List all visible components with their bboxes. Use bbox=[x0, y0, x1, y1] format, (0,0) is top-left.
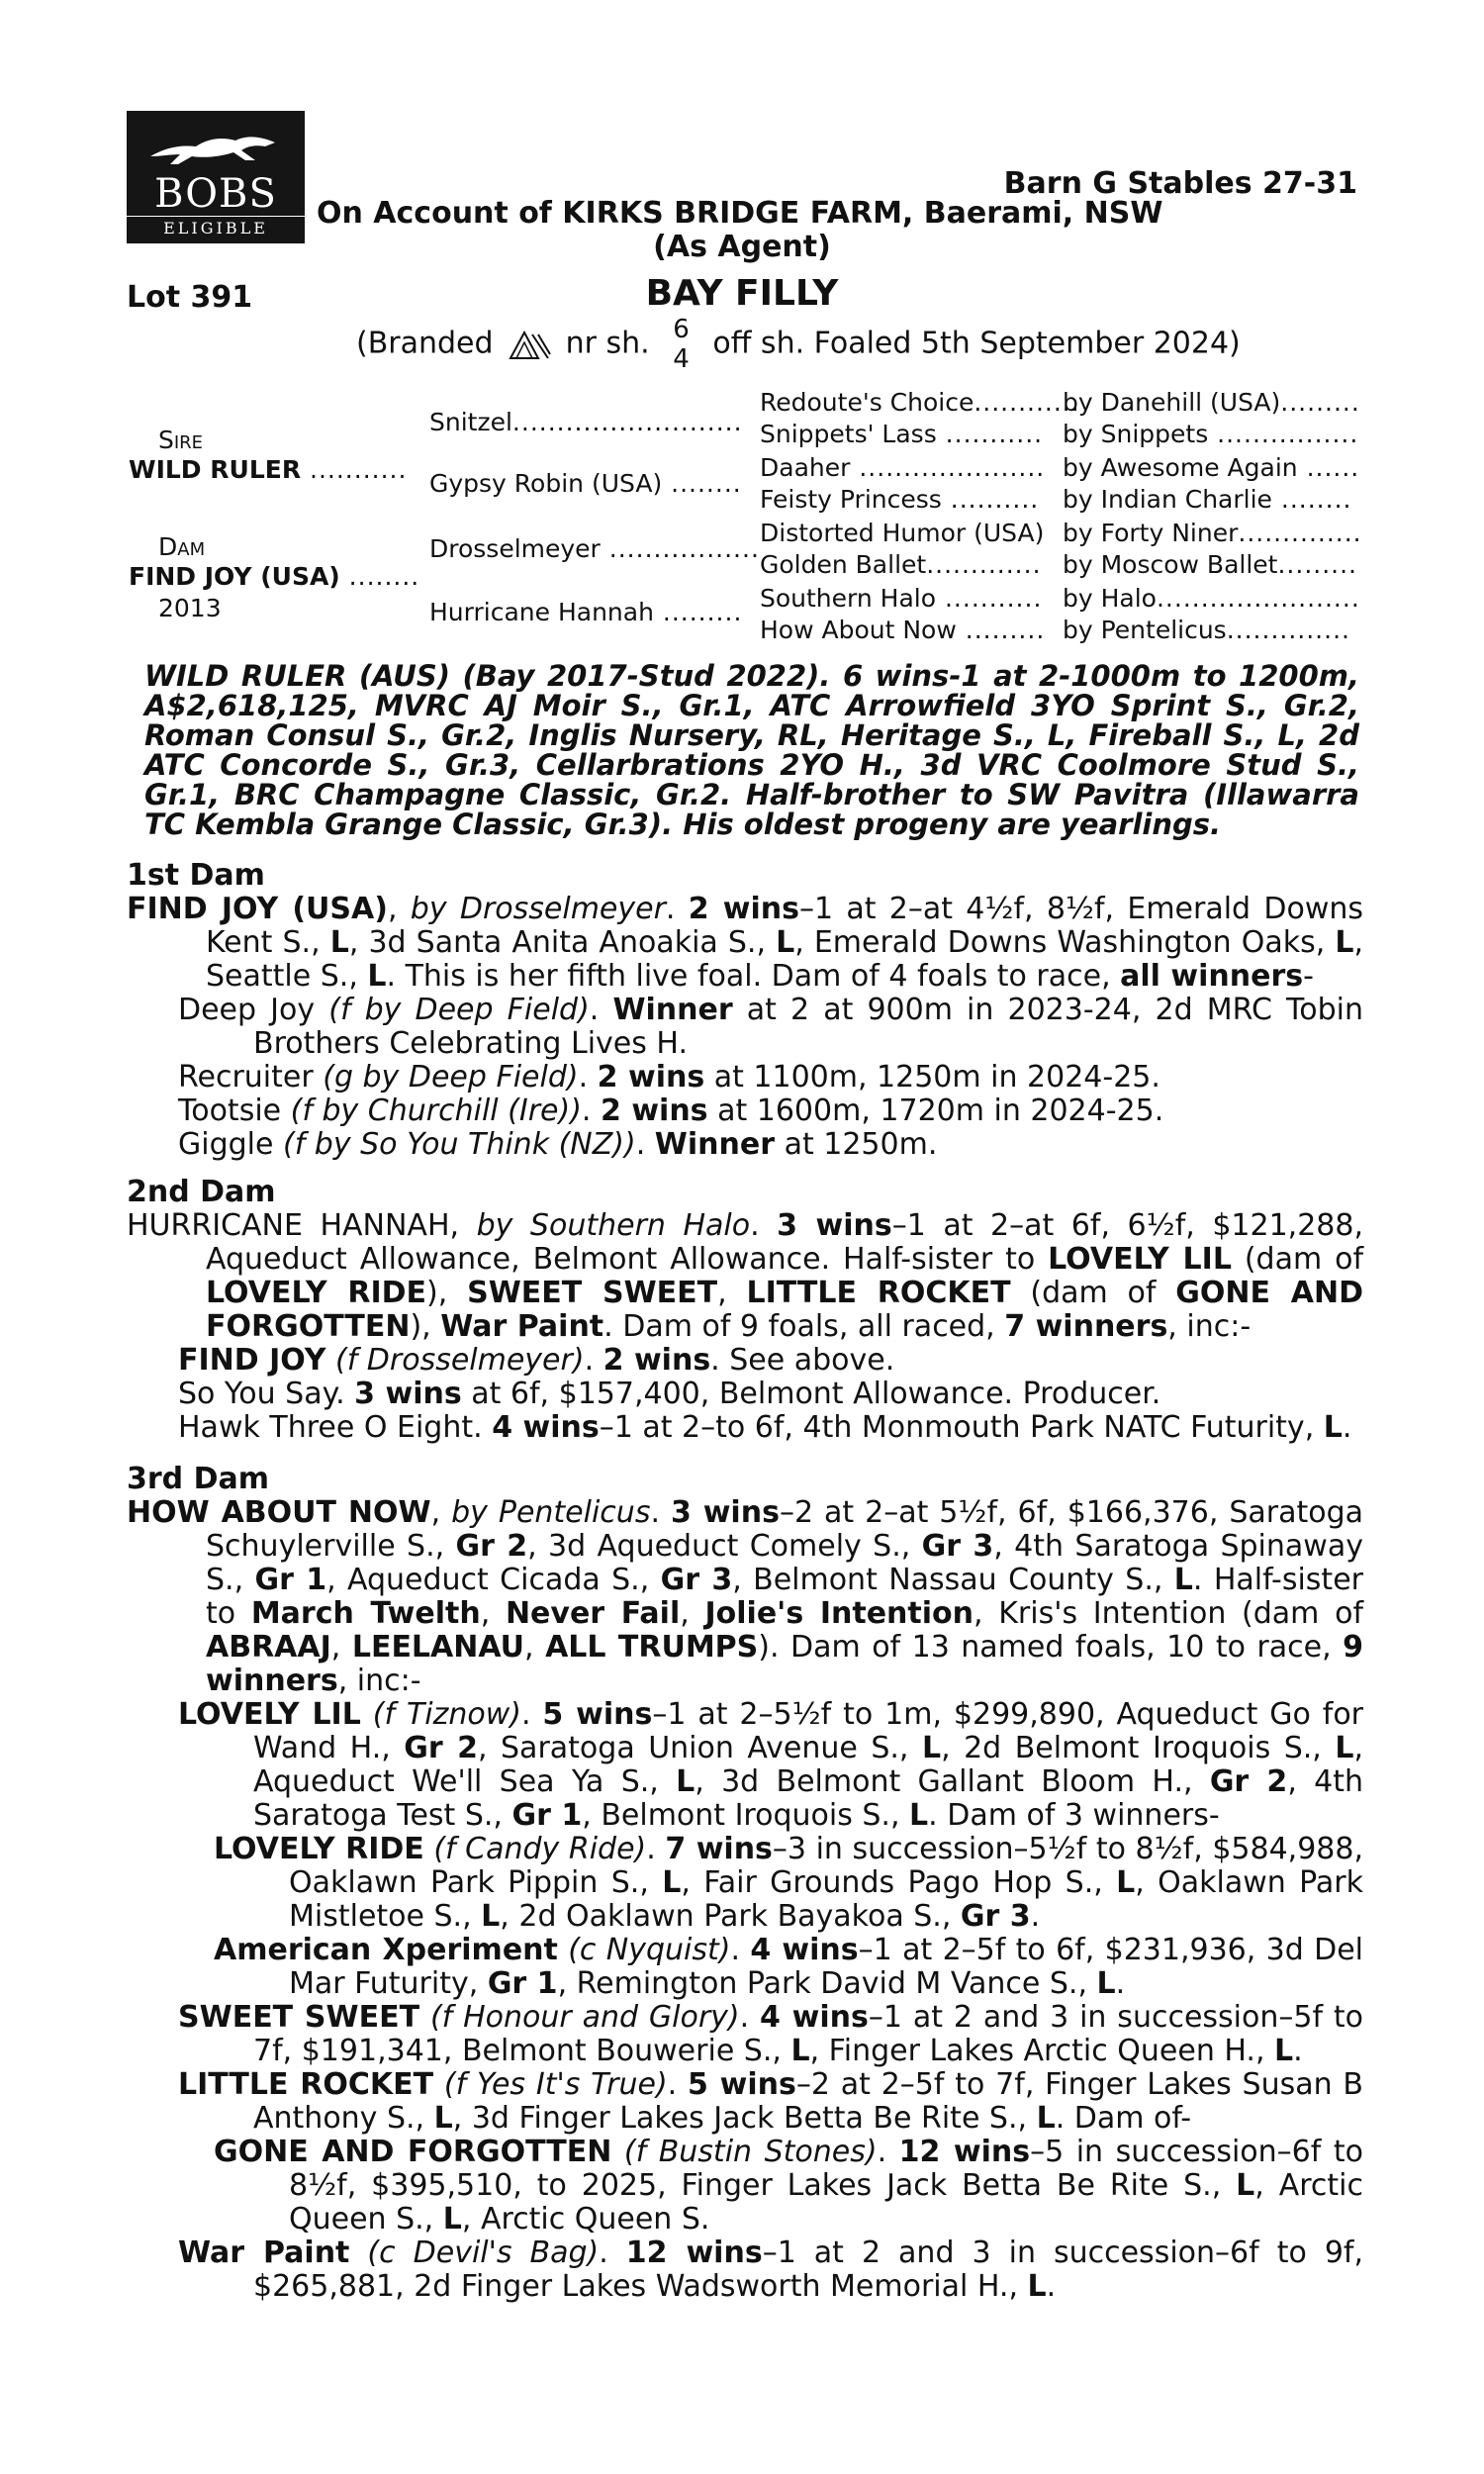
brand-line bbox=[356, 315, 1241, 374]
brand-off-foaled: off sh. Foaled 5th September 2024) bbox=[712, 326, 1241, 361]
pedigree-entry: FIND JOY (f Drosselmeyer). 2 wins. See above. bbox=[178, 1343, 895, 1378]
dam-name: FIND JOY (USA) ........ bbox=[129, 562, 420, 591]
pedigree-entry: Giggle (f by So You Think (NZ)). Winner at 1250m. bbox=[178, 1127, 938, 1162]
pedigree-entry: Deep Joy (f by Deep Field). Winner at 2 at 900m in 2023-24, 2d MRC Tobin Brothers Celebrating Lives H. bbox=[178, 993, 1363, 1061]
g2-2: Snippets' Lass ........... bbox=[760, 420, 1044, 448]
brand-number bbox=[673, 315, 690, 374]
g2-3: Daaher ..................... bbox=[760, 453, 1046, 482]
pedigree-entry: LOVELY LIL (f Tiznow). 5 wins–1 at 2–5½f to 1m, $299,890, Aqueduct Go for Wand H., Gr 2, Saratoga Union Avenue S., L, 2d Belmont Iroquois S., L, Aqueduct We'll Sea Ya S., L, 3d Belmont Gallant Bloom H., Gr 2, 4th Saratoga Test S., Gr 1, Belmont Iroquois S., L. Dam of 3 winners- bbox=[178, 1697, 1364, 1833]
g3-4: by Indian Charlie ........ bbox=[1063, 485, 1352, 514]
logo-brand: BOBS bbox=[154, 171, 277, 217]
g2-5 bbox=[760, 519, 1044, 547]
pedigree-entry: LOVELY RIDE (f Candy Ride). 7 wins–3 in succession–5½f to 8½f, $584,988, Oaklawn Park Pippin S., L, Fair Grounds Pago Hop S., L, Oaklawn Park Mistletoe S., L, 2d Oaklawn Park Bayakoa S., Gr 3. bbox=[214, 1832, 1364, 1934]
brand-open: (Branded bbox=[356, 326, 494, 361]
g3-name: by Snippets bbox=[1063, 420, 1209, 448]
lot-title: BAY FILLY bbox=[645, 273, 839, 314]
g3-6: by Moscow Ballet......... bbox=[1063, 550, 1358, 579]
g3-2: by Snippets ................ bbox=[1063, 420, 1359, 448]
g2-6: Golden Ballet............. bbox=[760, 550, 1042, 579]
g2-name: Daaher bbox=[760, 453, 851, 482]
g3-1: by Danehill (USA)......... bbox=[1063, 388, 1360, 417]
third-dam-body bbox=[127, 1496, 1363, 2304]
bobs-eligible-logo bbox=[127, 111, 305, 243]
g2-4: Feisty Princess .......... bbox=[760, 485, 1040, 514]
g1-dam-sire: Drosselmeyer ................. bbox=[429, 534, 760, 563]
pedigree-entry: War Paint (c Devil's Bag). 12 wins–1 at 2 and 3 in succession–6f to 9f, $265,881, 2d Finger Lakes Wadsworth Memorial H., L. bbox=[178, 2236, 1364, 2304]
g3-name: by Halo bbox=[1063, 584, 1157, 613]
g3-name: by Awesome Again bbox=[1063, 453, 1298, 482]
pedigree-entry: Hawk Three O Eight. 4 wins–1 at 2–to 6f, 4th Monmouth Park NATC Futurity, L. bbox=[178, 1410, 1352, 1445]
g2-name: Redoute's Choice bbox=[760, 388, 974, 417]
g1-name: Drosselmeyer bbox=[429, 534, 601, 563]
dam-label: Dam bbox=[158, 532, 206, 561]
second-dam-heading: 2nd Dam bbox=[127, 1175, 276, 1209]
pedigree-entry: GONE AND FORGOTTEN (f Bustin Stones). 12 wins–5 in succession–6f to 8½f, $395,510, to 2025, Finger Lakes Jack Betta Be Rite S., L, Arctic Queen S., L, Arctic Queen S. bbox=[214, 2135, 1363, 2236]
pedigree-entry: FIND JOY (USA), by Drosselmeyer. 2 wins–1 at 2–at 4½f, 8½f, Emerald Downs Kent S., L, 3d Santa Anita Anoakia S., L, Emerald Downs Washington Oaks, L, Seattle S., L. This is her fifth live foal. Dam of 4 foals to race, all winners- bbox=[127, 892, 1364, 994]
g2-name: Feisty Princess bbox=[760, 485, 942, 514]
pedigree-entry: HOW ABOUT NOW, by Pentelicus. 3 wins–2 at 2–at 5½f, 6f, $166,376, Saratoga Schuylerville S., Gr 2, 3d Aqueduct Comely S., Gr 3, 4th Saratoga Spinaway S., Gr 1, Aqueduct Cicada S., Gr 3, Belmont Nassau County S., L. Half-sister to March Twelth, Never Fail, Jolie's Intention, Kris's Intention (dam of ABRAAJ, LEELANAU, ALL TRUMPS). Dam of 13 named foals, 10 to race, 9 winners, inc:- bbox=[127, 1495, 1364, 1698]
pedigree-entry: Tootsie (f by Churchill (Ire)). 2 wins at 1600m, 1720m in 2024-25. bbox=[178, 1094, 1164, 1128]
brand-mark-icon bbox=[507, 329, 552, 360]
pedigree-entry: American Xperiment (c Nyquist). 4 wins–1 at 2–5f to 6f, $231,936, 3d Del Mar Futurity, Gr 1, Remington Park David M Vance S., L. bbox=[214, 1933, 1363, 2001]
g2-8: How About Now ......... bbox=[760, 616, 1046, 644]
g2-name: Distorted Humor (USA) bbox=[760, 519, 1045, 547]
dam-year: 2013 bbox=[158, 594, 222, 622]
g3-name: by Indian Charlie bbox=[1063, 485, 1272, 514]
g3-name: by Danehill (USA) bbox=[1063, 388, 1281, 417]
second-dam-body bbox=[127, 1209, 1363, 1445]
g2-name: Golden Ballet bbox=[760, 550, 927, 579]
agent-note: (As Agent) bbox=[653, 230, 831, 264]
g2-1: Redoute's Choice............ bbox=[760, 388, 1080, 417]
sire-label: Sire bbox=[158, 426, 204, 454]
g3-name: by Pentelicus bbox=[1063, 616, 1227, 644]
g2-name: How About Now bbox=[760, 616, 957, 644]
g3-5: by Forty Niner.............. bbox=[1063, 519, 1362, 547]
third-dam-section bbox=[127, 1463, 1363, 2304]
pedigree-entry: LITTLE ROCKET (f Yes It's True). 5 wins–2 at 2–5f to 7f, Finger Lakes Susan B Anthony S., L, 3d Finger Lakes Jack Betta Be Rite S., L. Dam of- bbox=[178, 2067, 1364, 2136]
g2-name: Southern Halo bbox=[760, 584, 937, 613]
g3-3: by Awesome Again ...... bbox=[1063, 453, 1360, 482]
brand-number-bottom: 4 bbox=[673, 344, 690, 374]
sire-name: WILD RULER ........... bbox=[129, 455, 408, 484]
pedigree-table bbox=[127, 386, 1363, 653]
vendor-account: On Account of KIRKS BRIDGE FARM, Baerami, NSW bbox=[317, 196, 1163, 231]
first-dam-heading: 1st Dam bbox=[127, 858, 265, 893]
g2-name: Snippets' Lass bbox=[760, 420, 937, 448]
lot-number: Lot 391 bbox=[127, 280, 253, 315]
g1-sire-dam: Gypsy Robin (USA) ........ bbox=[429, 469, 742, 498]
g1-name: Snitzel bbox=[429, 408, 512, 436]
g1-dam-dam: Hurricane Hannah ......... bbox=[429, 598, 743, 626]
third-dam-heading: 3rd Dam bbox=[127, 1462, 269, 1496]
g2-7: Southern Halo ........... bbox=[760, 584, 1043, 613]
pedigree-entry: SWEET SWEET (f Honour and Glory). 4 wins–1 at 2 and 3 in succession–5f to 7f, $191,341, Belmont Bouwerie S., L, Finger Lakes Arctic Queen H., L. bbox=[178, 2000, 1363, 2068]
logo-subtitle: ELIGIBLE bbox=[127, 216, 305, 238]
pedigree-entry: So You Say. 3 wins at 6f, $157,400, Belmont Allowance. Producer. bbox=[178, 1377, 1161, 1411]
barn-location: Barn G Stables 27-31 bbox=[1003, 166, 1357, 201]
first-dam-body bbox=[127, 893, 1363, 1162]
pedigree-entry: HURRICANE HANNAH, by Southern Halo. 3 wins–1 at 2–at 6f, 6½f, $121,288, Aqueduct Allowance, Belmont Allowance. Half-sister to LOVELY LIL (dam of LOVELY RIDE), SWEET SWEET, LITTLE ROCKET (dam of GONE AND FORGOTTEN), War Paint. Dam of 9 foals, all raced, 7 winners, inc:- bbox=[127, 1208, 1364, 1344]
sire-name-text: WILD RULER bbox=[129, 455, 302, 484]
racehorse-icon bbox=[144, 131, 283, 170]
g1-name: Hurricane Hannah bbox=[429, 598, 654, 626]
first-dam-section bbox=[127, 859, 1363, 1162]
g3-name: by Moscow Ballet bbox=[1063, 550, 1278, 579]
pedigree-entry: Recruiter (g by Deep Field). 2 wins at 1100m, 1250m in 2024-25. bbox=[178, 1060, 1160, 1094]
g1-name: Gypsy Robin (USA) bbox=[429, 469, 663, 498]
g3-7: by Halo....................... bbox=[1063, 584, 1360, 613]
sire-summary: WILD RULER (AUS) (Bay 2017-Stud 2022). 6 wins-1 at 2-1000m to 1200m, A$2,618,125, MVRC AJ Moir S., Gr.1, ATC Arrowfield 3YO Sprint S., Gr.2, Roman Consul S., Gr.2, Inglis Nursery, RL, Heritage S., L, Fireball S., L, 2d ATC Concorde S., Gr.3, Cellarbrations 2YO H., 3d VRC Coolmore Stud S., Gr.1, BRC Champagne Classic, Gr.2. Half-brother to SW Pavitra (Illawarra TC Kembla Grange Classic, Gr.3). His oldest progeny are yearlings. bbox=[144, 659, 1359, 841]
g3-8: by Pentelicus.............. bbox=[1063, 616, 1350, 644]
brand-number-top: 6 bbox=[673, 315, 690, 344]
g3-name: by Forty Niner bbox=[1063, 519, 1239, 547]
second-dam-section bbox=[127, 1176, 1363, 1445]
brand-near: nr sh. bbox=[565, 326, 650, 361]
dam-name-text: FIND JOY (USA) bbox=[129, 562, 340, 591]
g1-sire-sire: Snitzel.......................... bbox=[429, 408, 743, 436]
